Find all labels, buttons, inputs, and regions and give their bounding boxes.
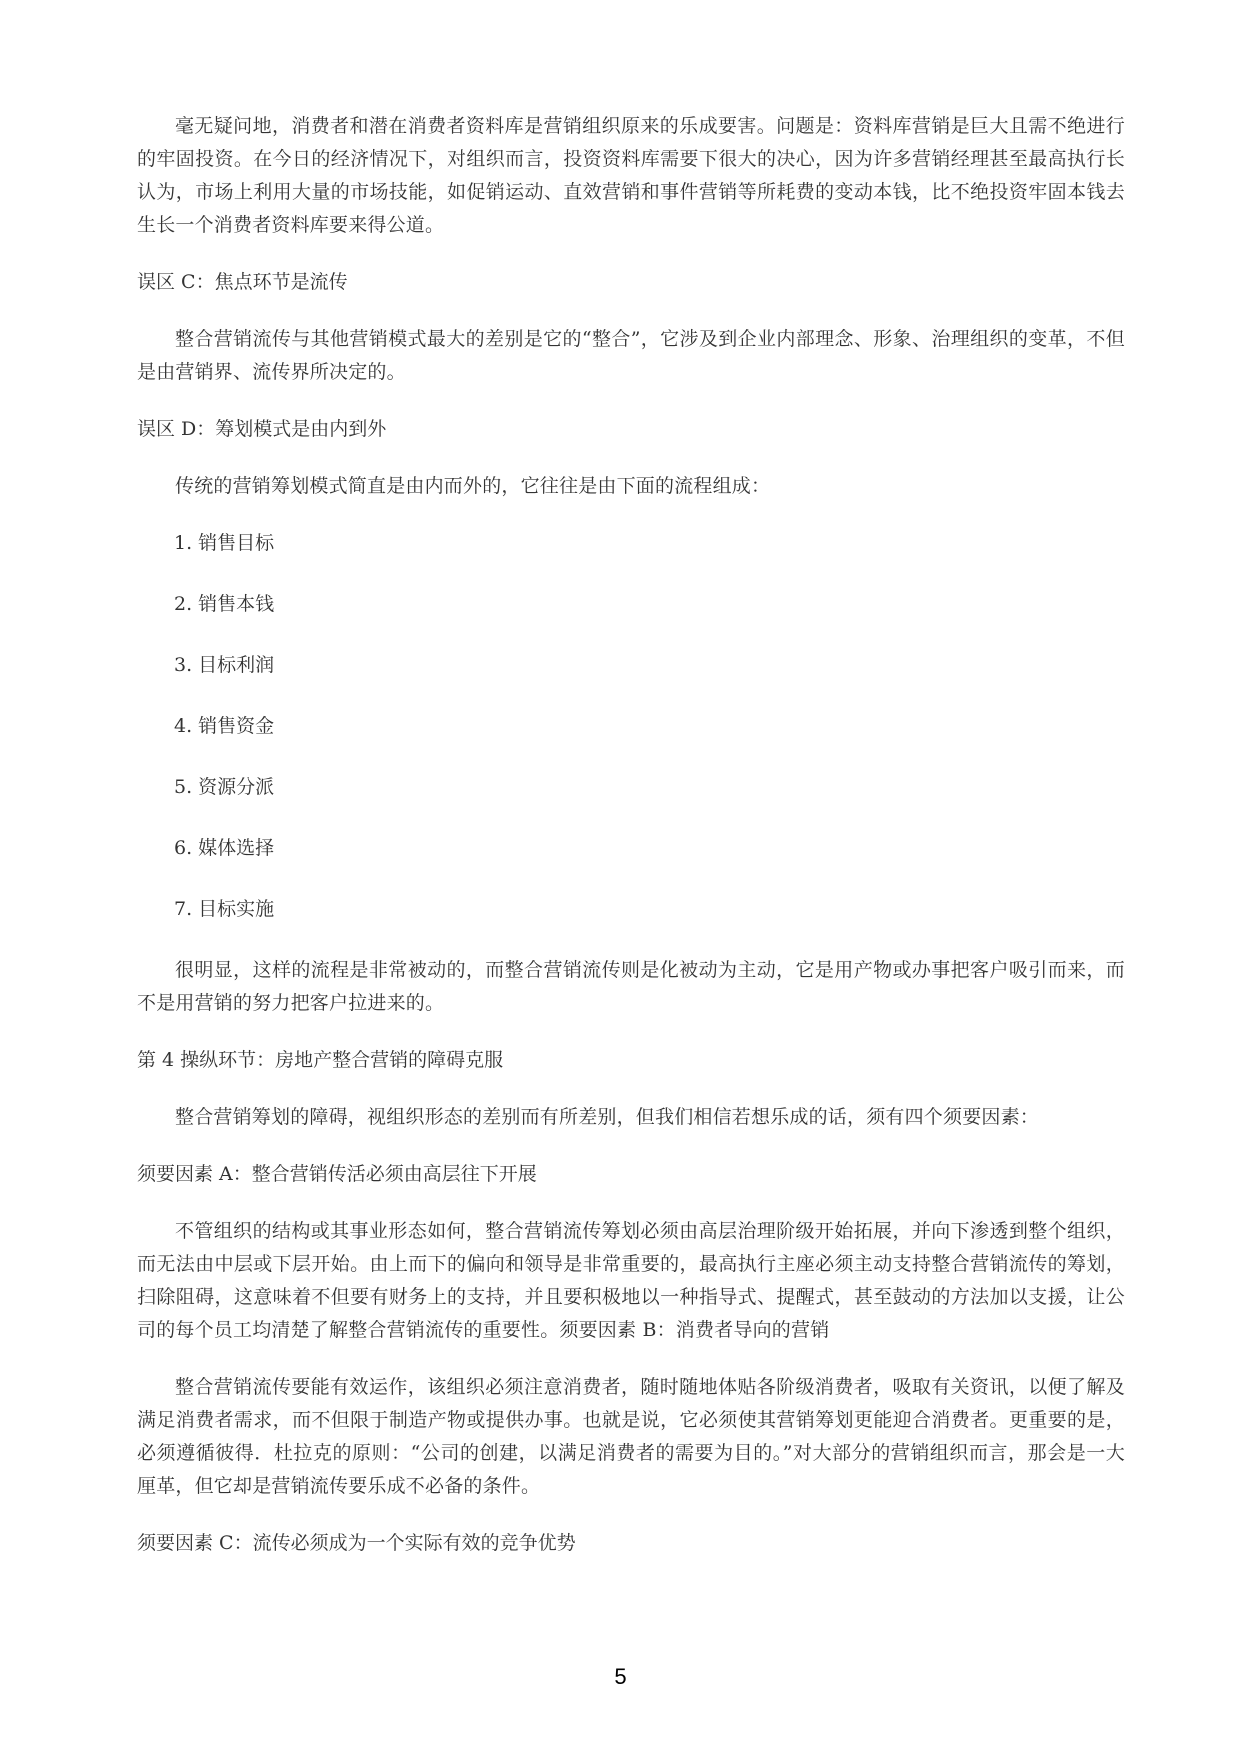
list-item-media-selection: 6. 媒体选择 <box>174 837 275 859</box>
paragraph-consumer-oriented: 整合营销流传要能有效运作，该组织必须注意消费者，随时随地体贴各阶级消费者，吸取有关资讯，以便了解及满足消费者需求，而不但限于制造产物或提供办事。也就是说，它必须使其营销筹划更能迎合消费者。更重要的是，必须遵循彼得．杜拉克的原则：“公司的创建，以满足消费者的需要为目的。”对大部分的营销组织而言，那会是一大厘革，但它却是营销流传要乐成不必备的条件。 <box>137 1376 1125 1497</box>
paragraph-database-investment: 毫无疑问地，消费者和潜在消费者资料库是营销组织原来的乐成要害。问题是：资料库营销是巨大且需不绝进行的牢固投资。在今日的经济情况下，对组织而言，投资资料库需要下很大的决心，因为许多营销经理甚至最高执行长认为，市场上利用大量的市场技能，如促销运动、直效营销和事件营销等所耗费的变动本钱，比不绝投资牢固本钱去生长一个消费者资料库要来得公道。 <box>137 115 1125 236</box>
page-content <box>137 115 1125 1584</box>
heading-misconception-c: 误区 C：焦点环节是流传 <box>137 271 348 293</box>
paragraph-integration-difference: 整合营销流传与其他营销模式最大的差别是它的“整合”，它涉及到企业内部理念、形象、治理组织的变革，不但是由营销界、流传界所决定的。 <box>137 328 1125 383</box>
list-item-resource-allocation: 5. 资源分派 <box>174 776 275 798</box>
heading-factor-a: 须要因素 A：整合营销传活必须由高层往下开展 <box>137 1163 537 1185</box>
page-number: 5 <box>614 1664 627 1689</box>
list-item-sales-cost: 2. 销售本钱 <box>174 593 275 615</box>
list-item-target-implementation: 7. 目标实施 <box>174 898 275 920</box>
heading-factor-c: 须要因素 C：流传必须成为一个实际有效的竞争优势 <box>137 1532 576 1554</box>
list-item-sales-target: 1. 销售目标 <box>174 532 275 554</box>
paragraph-traditional-planning: 传统的营销筹划模式简直是由内而外的，它往往是由下面的流程组成： <box>175 475 771 497</box>
paragraph-four-factors: 整合营销筹划的障碍，视组织形态的差别而有所差别，但我们相信若想乐成的话，须有四个须要因素： <box>175 1106 1040 1128</box>
paragraph-top-down: 不管组织的结构或其事业形态如何，整合营销流传筹划必须由高层治理阶级开始拓展，并向下渗透到整个组织，而无法由中层或下层开始。由上而下的偏向和领导是非常重要的，最高执行主座必须主动支持整合营销流传的筹划，扫除阻碍，这意味着不但要有财务上的支持，并且要积极地以一种指导式、提醒式，甚至鼓动的方法加以支援，让公司的每个员工均清楚了解整合营销流传的重要性。须要因素 B：消费者导向的营销 <box>137 1220 1125 1341</box>
heading-step-4: 第 4 操纵环节：房地产整合营销的障碍克服 <box>137 1049 504 1071</box>
heading-misconception-d: 误区 D：筹划模式是由内到外 <box>137 418 387 440</box>
paragraph-passive-process: 很明显，这样的流程是非常被动的，而整合营销流传则是化被动为主动，它是用产物或办事把客户吸引而来，而不是用营销的努力把客户拉进来的。 <box>137 959 1125 1014</box>
list-item-target-profit: 3. 目标利润 <box>174 654 275 676</box>
list-item-sales-funds: 4. 销售资金 <box>174 715 275 737</box>
